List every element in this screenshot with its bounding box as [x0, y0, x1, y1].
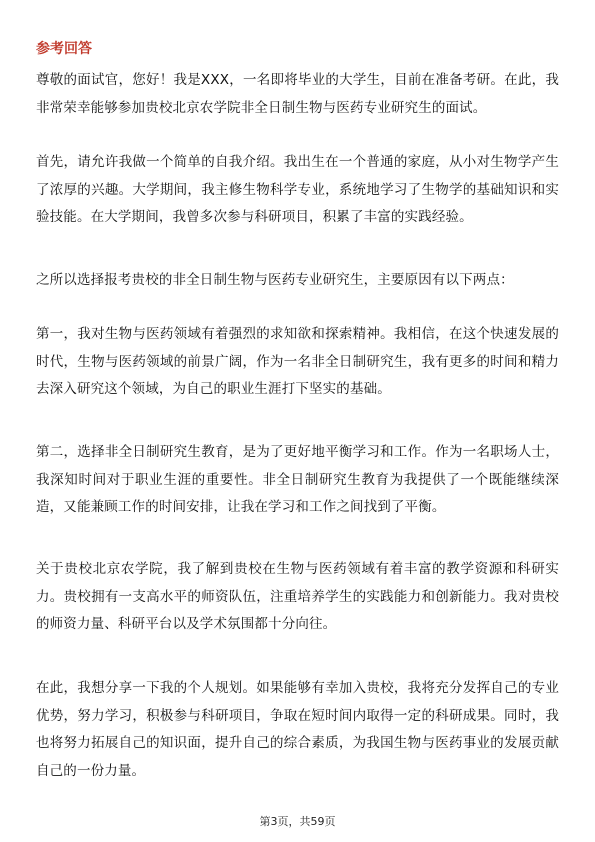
paragraph-reason-two: 第二，选择非全日制研究生教育，是为了更好地平衡学习和工作。作为一名职场人士，我深知时间对于职业生涯的重要性。非全日制研究生教育为我提供了一个既能继续深造，又能兼顾工作的时间安排，让我在学习和工作之间找到了平衡。 [36, 444, 559, 515]
paragraph-self-introduction: 首先，请允许我做一个简单的自我介绍。我出生在一个普通的家庭，从小对生物学产生了浓厚的兴趣。大学期间，我主修生物科学专业，系统地学习了生物学的基础知识和实验技能。在大学期间，我曾多次参与科研项目，积累了丰富的实践经验。 [36, 154, 559, 225]
paragraph-personal-plan: 在此，我想分享一下我的个人规划。如果能够有幸加入贵校，我将充分发挥自己的专业优势，努力学习，积极参与科研项目，争取在短时间内取得一定的科研成果。同时，我也将努力拓展自己的知识面，提升自己的综合素质，为我国生物与医药事业的发展贡献自己的一份力量。 [36, 680, 559, 779]
paragraph-intro: 尊敬的面试官，您好！我是XXX，一名即将毕业的大学生，目前在准备考研。在此，我非常荣幸能够参加贵校北京农学院非全日制生物与医药专业研究生的面试。 [36, 72, 559, 116]
answer-heading: 参考回答 [36, 41, 92, 57]
page-number-footer: 第3页，共59页 [259, 815, 336, 828]
paragraph-reasons-lead: 之所以选择报考贵校的非全日制生物与医药专业研究生，主要原因有以下两点： [36, 272, 514, 288]
paragraph-about-school: 关于贵校北京农学院，我了解到贵校在生物与医药领域有着丰富的教学资源和科研实力。贵校拥有一支高水平的师资队伍，注重培养学生的实践能力和创新能力。我对贵校的师资力量、科研平台以及学术氛围都十分向往。 [36, 561, 559, 632]
paragraph-reason-one: 第一，我对生物与医药领域有着强烈的求知欲和探索精神。我相信，在这个快速发展的时代，生物与医药领域的前景广阔，作为一名非全日制研究生，我有更多的时间和精力去深入研究这个领域，为自己的职业生涯打下坚实的基础。 [36, 326, 559, 397]
